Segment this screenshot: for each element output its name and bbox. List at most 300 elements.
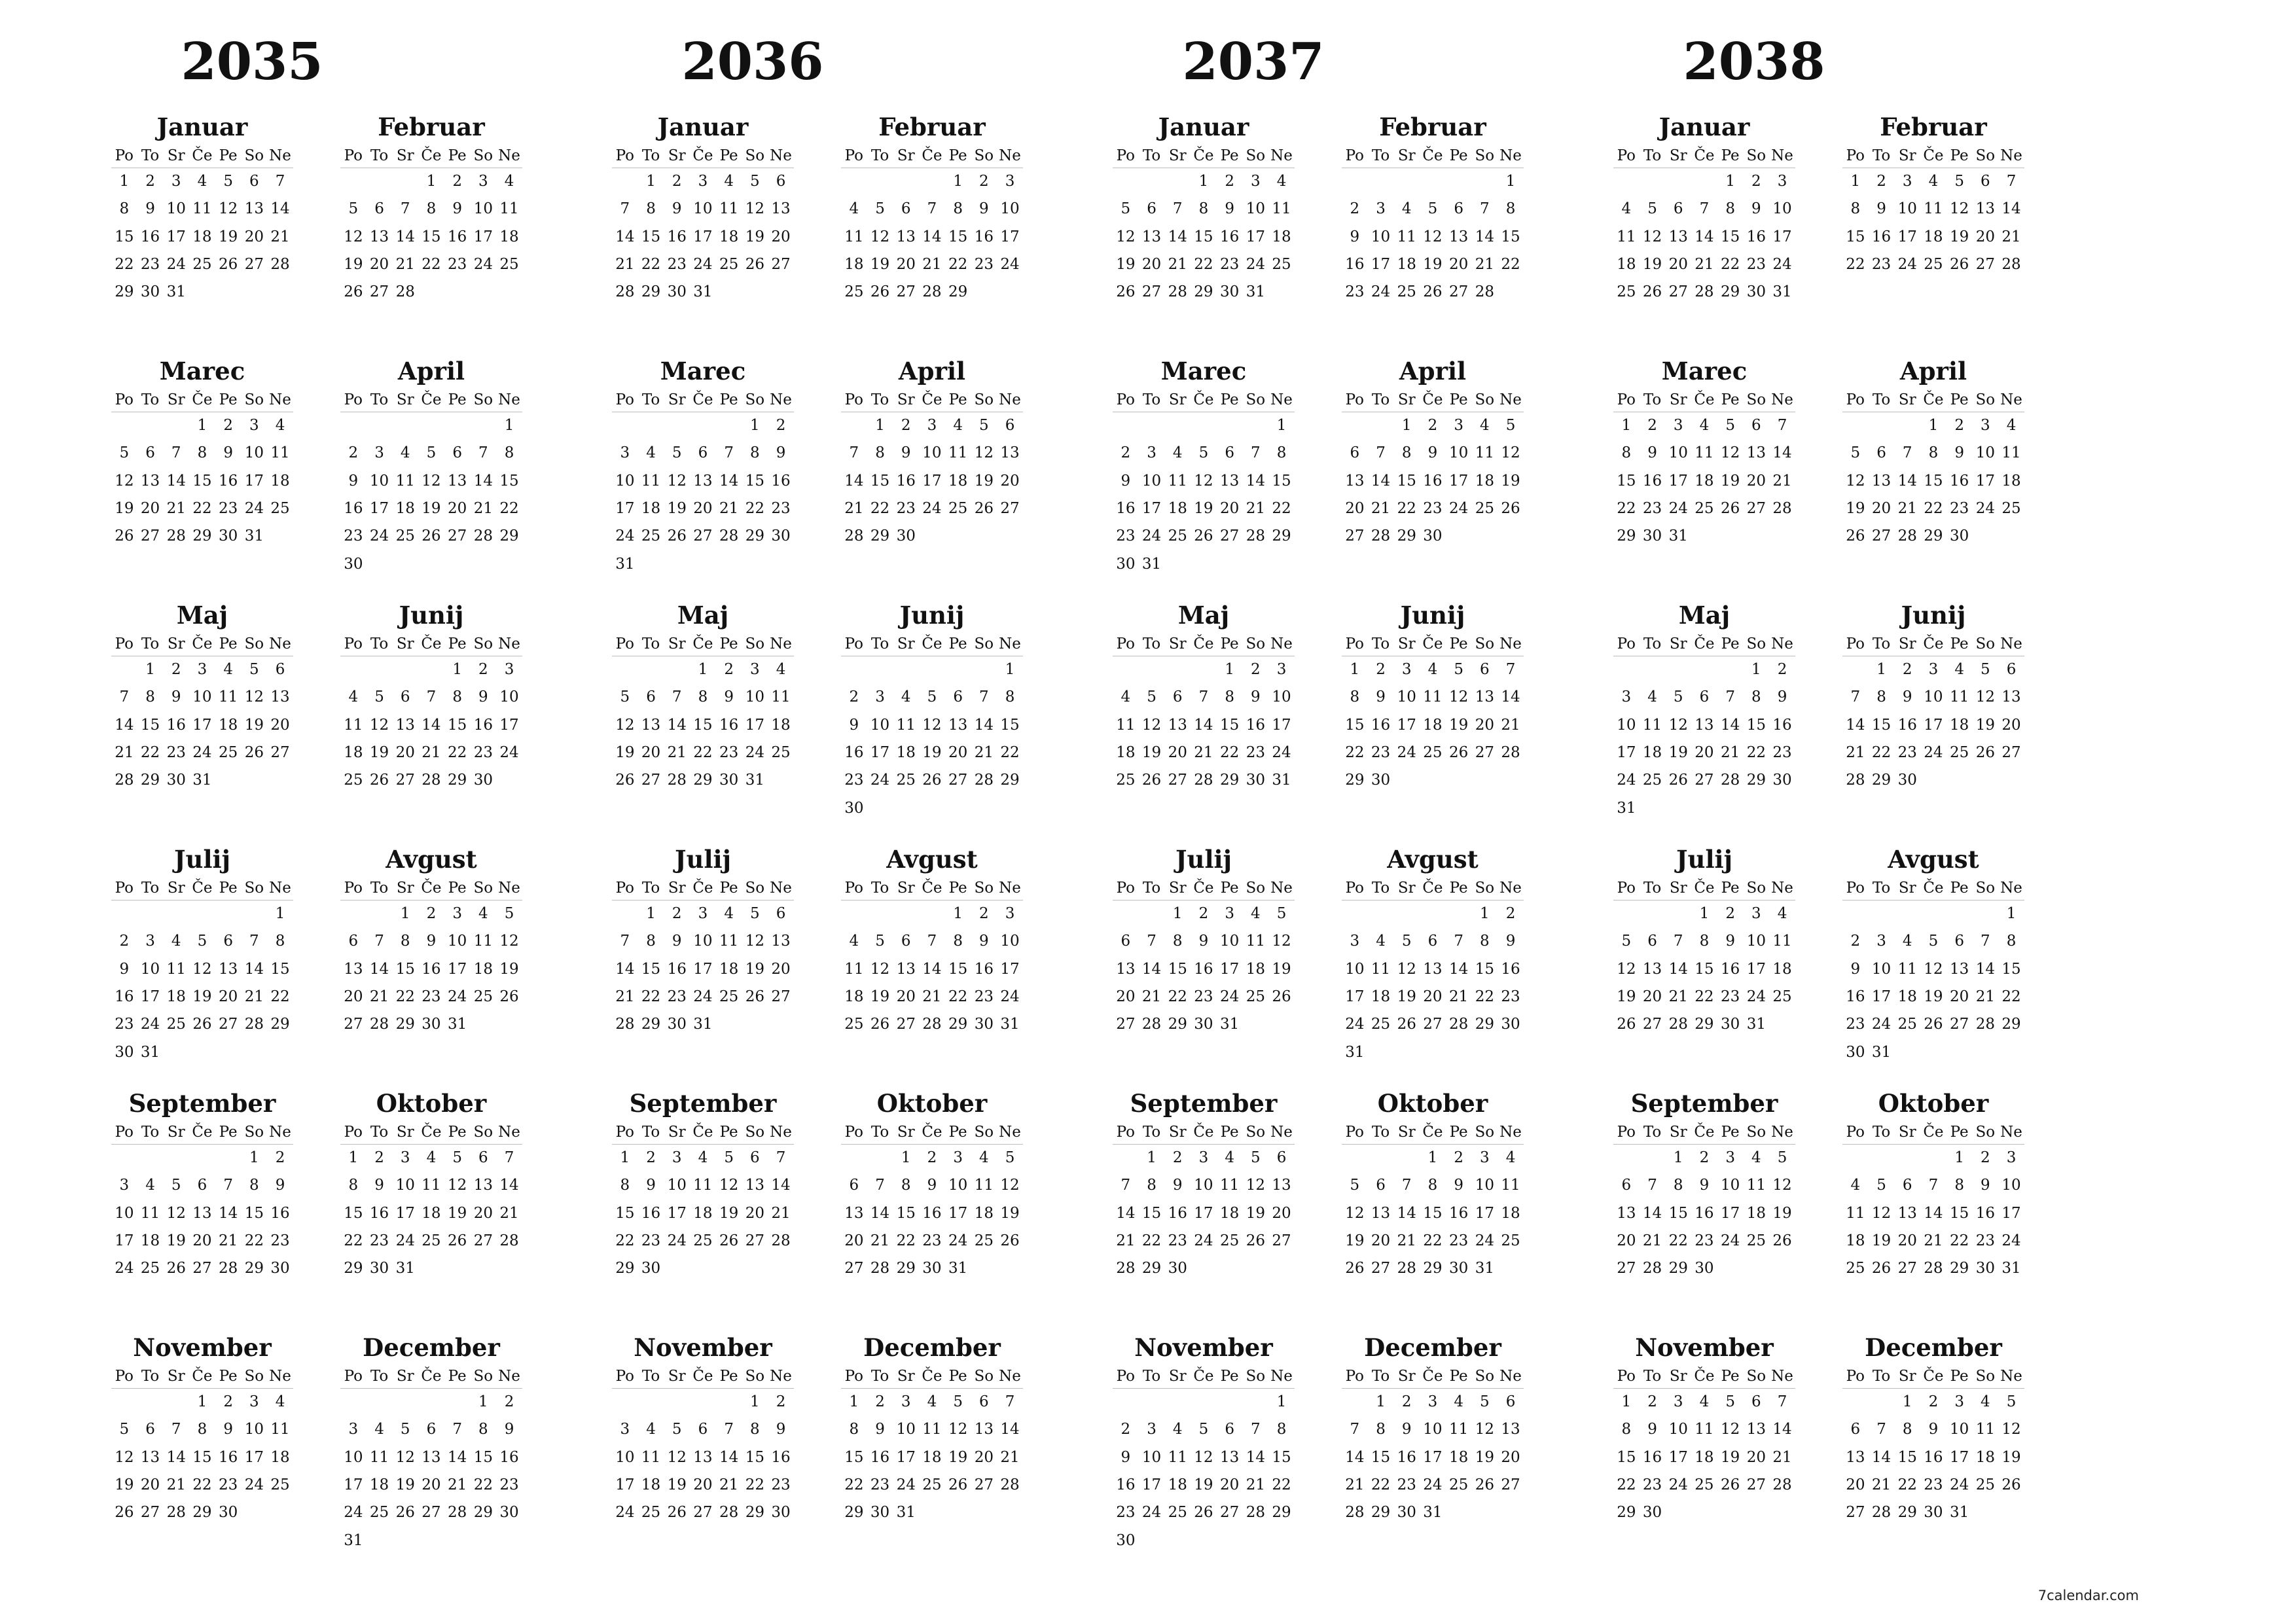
weekday-label: To: [1142, 1368, 1161, 1385]
day-cell: 4: [724, 905, 734, 922]
day-cell: 31: [1345, 1043, 1365, 1061]
day-cell: 15: [1695, 960, 1714, 978]
weekday-label: To: [370, 880, 389, 897]
weekday-label: Če: [1694, 391, 1715, 408]
day-cell: 23: [771, 1476, 791, 1493]
day-cell: 12: [344, 228, 363, 245]
day-cell: 27: [1475, 743, 1494, 761]
day-cell: 8: [119, 200, 130, 218]
day-cell: 1: [1276, 417, 1287, 434]
day-cell: 25: [1168, 527, 1187, 545]
day-cell: 26: [2001, 1476, 2021, 1493]
day-cell: 17: [2001, 1204, 2021, 1222]
day-cell: 4: [1480, 417, 1490, 434]
day-cell: 13: [1000, 444, 1020, 462]
weekday-label: To: [1872, 147, 1891, 164]
day-cell: 16: [844, 743, 864, 761]
weekday-label: Če: [1923, 391, 1944, 408]
day-cell: 28: [1695, 283, 1714, 301]
day-cell: 29: [1746, 772, 1766, 789]
month-name: Avgust: [386, 845, 477, 874]
day-cell: 7: [1777, 417, 1787, 434]
day-cell: 10: [1141, 1448, 1162, 1466]
day-cell: 1: [1954, 1149, 1964, 1166]
weekday-label: So: [974, 635, 994, 652]
day-cell: 14: [166, 472, 186, 490]
weekday-label: To: [1643, 147, 1662, 164]
day-cell: 16: [219, 472, 238, 490]
day-cell: 14: [615, 228, 635, 245]
weekday-label: To: [370, 1124, 389, 1141]
weekday-label: Po: [344, 147, 363, 164]
day-cell: 7: [1401, 1177, 1412, 1194]
day-cell: 14: [1116, 1204, 1136, 1222]
day-cell: 4: [1401, 200, 1412, 218]
weekday-label: To: [141, 1124, 160, 1141]
month-januar: [111, 111, 293, 340]
day-cell: 2: [1121, 444, 1131, 462]
weekday-label: Po: [344, 880, 363, 897]
weekday-header: [612, 1364, 794, 1389]
day-cell: 9: [374, 1177, 384, 1194]
day-cell: 29: [896, 1260, 916, 1277]
day-cell: 10: [448, 933, 467, 950]
month-junij: [841, 599, 1023, 829]
weekday-label: Sr: [668, 391, 686, 408]
day-cell: 11: [1897, 960, 1917, 978]
day-cell: 3: [1777, 173, 1787, 190]
day-cell: 28: [1246, 527, 1265, 545]
weekday-label: Pe: [948, 880, 967, 897]
day-cell: 21: [1194, 743, 1213, 761]
day-cell: 4: [1276, 173, 1287, 190]
day-cell: 15: [2001, 960, 2021, 978]
day-cell: 17: [1924, 716, 1943, 734]
weekday-label: Pe: [1449, 391, 1468, 408]
weekday-label: Sr: [1397, 391, 1416, 408]
day-cell: 20: [1220, 1476, 1240, 1493]
day-cell: 19: [499, 960, 519, 978]
weekday-label: Če: [1193, 1124, 1214, 1141]
day-cell: 24: [1141, 1504, 1162, 1522]
day-cell: 19: [1617, 988, 1636, 1005]
month-november: [1113, 1332, 1295, 1561]
day-cell: 12: [1194, 1448, 1213, 1466]
day-cell: 20: [1501, 1448, 1520, 1466]
day-cell: 31: [395, 1260, 415, 1277]
day-cell: 9: [1725, 933, 1735, 950]
day-cell: 4: [1777, 905, 1787, 922]
month-avgust: [841, 844, 1023, 1073]
day-cell: 14: [1975, 960, 1995, 978]
day-cell: 3: [750, 661, 760, 678]
day-cell: 22: [270, 988, 290, 1005]
day-cell: 16: [1772, 716, 1792, 734]
day-cell: 25: [1220, 1232, 1240, 1249]
month-november: [1613, 1332, 1795, 1561]
day-cell: 26: [166, 1260, 186, 1277]
day-cell: 8: [1621, 1421, 1632, 1438]
day-cell: 21: [1695, 255, 1714, 273]
day-cell: 30: [844, 799, 864, 817]
day-cell: 10: [1668, 444, 1688, 462]
day-cell: 17: [1772, 228, 1792, 245]
day-cell: 10: [693, 933, 713, 950]
day-cell: 20: [244, 228, 264, 245]
day-cell: 28: [1501, 743, 1520, 761]
day-cell: 6: [348, 933, 359, 950]
weekday-label: Po: [844, 880, 864, 897]
day-cell: 9: [1954, 444, 1964, 462]
day-cell: 25: [1897, 1016, 1917, 1033]
weekday-label: To: [1371, 391, 1390, 408]
day-cell: 18: [395, 499, 415, 517]
day-cell: 7: [724, 1421, 734, 1438]
day-cell: 3: [197, 661, 207, 678]
day-cell: 6: [1673, 200, 1683, 218]
day-cell: 13: [1423, 960, 1443, 978]
day-cell: 25: [641, 1504, 661, 1522]
month-marec: [612, 355, 794, 584]
day-cell: 17: [1721, 1204, 1740, 1222]
day-cell: 21: [922, 988, 942, 1005]
day-cell: 23: [1449, 1232, 1469, 1249]
month-name: Januar: [156, 113, 248, 141]
day-cell: 20: [1475, 716, 1494, 734]
site-credit[interactable]: 7calendar.com: [2037, 1588, 2139, 1603]
day-cell: 23: [1397, 1476, 1416, 1493]
day-cell: 19: [615, 743, 635, 761]
day-cell: 4: [1928, 173, 1939, 190]
day-cell: 13: [140, 1448, 160, 1466]
day-cell: 1: [400, 905, 410, 922]
day-cell: 21: [1449, 988, 1469, 1005]
day-cell: 13: [693, 472, 713, 490]
day-cell: 30: [771, 1504, 791, 1522]
day-cell: 2: [1251, 661, 1261, 678]
day-cell: 24: [1000, 255, 1020, 273]
day-cell: 24: [192, 743, 212, 761]
day-cell: 13: [1897, 1204, 1917, 1222]
day-cell: 2: [901, 417, 911, 434]
day-cell: 26: [1950, 255, 1969, 273]
weekday-label: Sr: [167, 391, 185, 408]
weekday-label: Po: [1116, 147, 1136, 164]
weekday-label: Pe: [448, 1368, 467, 1385]
day-cell: 20: [1746, 472, 1766, 490]
day-cell: 28: [166, 527, 186, 545]
day-cell: 7: [426, 688, 437, 706]
day-cell: 13: [974, 1421, 994, 1438]
day-cell: 28: [422, 772, 441, 789]
day-cell: 6: [1350, 444, 1360, 462]
day-cell: 4: [1172, 1421, 1183, 1438]
day-cell: 22: [1617, 1476, 1636, 1493]
day-cell: 17: [244, 1448, 264, 1466]
month-december: [1342, 1332, 1524, 1561]
day-cell: 18: [719, 228, 739, 245]
year-block-2035: [23, 26, 520, 1551]
day-cell: 28: [1246, 1504, 1265, 1522]
day-cell: 2: [1172, 1149, 1183, 1166]
day-cell: 14: [1772, 444, 1792, 462]
day-cell: 16: [270, 1204, 290, 1222]
day-cell: 20: [1642, 988, 1662, 1005]
day-cell: 13: [844, 1204, 864, 1222]
day-cell: 30: [896, 527, 916, 545]
day-cell: 9: [348, 472, 359, 490]
day-cell: 25: [719, 255, 739, 273]
day-cell: 8: [750, 444, 760, 462]
month-name: April: [397, 357, 465, 385]
day-cell: 27: [1272, 1232, 1291, 1249]
weekday-label: To: [141, 391, 160, 408]
day-cell: 12: [2001, 1421, 2021, 1438]
day-cell: 17: [1194, 1204, 1213, 1222]
weekday-label: Pe: [719, 1124, 738, 1141]
weekday-label: Če: [1422, 1124, 1443, 1141]
weekday-label: Pe: [219, 391, 238, 408]
day-cell: 27: [745, 1232, 764, 1249]
day-cell: 28: [1000, 1476, 1020, 1493]
weekday-label: To: [641, 635, 660, 652]
day-cell: 11: [922, 1421, 942, 1438]
day-cell: 8: [1350, 688, 1360, 706]
day-cell: 3: [1454, 417, 1463, 434]
day-cell: 17: [1449, 472, 1469, 490]
day-cell: 17: [896, 1448, 916, 1466]
day-cell: 3: [620, 444, 630, 462]
day-cell: 6: [400, 688, 410, 706]
weekday-label: Če: [922, 1368, 942, 1385]
day-cell: 12: [499, 933, 519, 950]
weekday-label: Sr: [1669, 880, 1687, 897]
day-cell: 13: [1950, 960, 1969, 978]
day-cell: 3: [348, 1421, 359, 1438]
day-cell: 7: [724, 444, 734, 462]
day-cell: 6: [1902, 1177, 1912, 1194]
day-cell: 1: [849, 1393, 859, 1410]
day-cell: 12: [1246, 1177, 1265, 1194]
weekday-label: Če: [1193, 391, 1214, 408]
day-cell: 30: [1423, 527, 1443, 545]
day-cell: 31: [693, 1016, 713, 1033]
day-cell: 30: [974, 1016, 994, 1033]
day-cell: 13: [1371, 1204, 1391, 1222]
day-cell: 10: [1746, 933, 1766, 950]
day-cell: 23: [219, 1476, 238, 1493]
weekday-label: Če: [1923, 880, 1944, 897]
weekday-label: Pe: [948, 1368, 967, 1385]
day-cell: 20: [1975, 228, 1995, 245]
day-cell: 24: [1721, 1232, 1740, 1249]
day-cell: 23: [974, 988, 994, 1005]
day-cell: 21: [1246, 499, 1265, 517]
day-cell: 7: [1902, 444, 1912, 462]
month-name: September: [1630, 1089, 1778, 1118]
day-cell: 26: [192, 1016, 212, 1033]
day-cell: 21: [1246, 1476, 1265, 1493]
day-cell: 11: [166, 960, 186, 978]
weekday-label: Pe: [719, 1368, 738, 1385]
month-name: Oktober: [1878, 1089, 1989, 1118]
day-cell: 20: [896, 255, 916, 273]
day-cell: 15: [1617, 472, 1636, 490]
day-cell: 11: [1846, 1204, 1865, 1222]
day-cell: 24: [1141, 527, 1162, 545]
day-cell: 13: [745, 1177, 764, 1194]
day-cell: 14: [395, 228, 415, 245]
day-cell: 11: [369, 1448, 389, 1466]
day-cell: 11: [1449, 1421, 1469, 1438]
day-cell: 26: [1721, 499, 1740, 517]
day-cell: 23: [166, 743, 186, 761]
day-cell: 24: [115, 1260, 134, 1277]
day-cell: 5: [1621, 933, 1632, 950]
month-maj: [1113, 599, 1295, 829]
day-cell: 29: [1371, 1504, 1391, 1522]
day-cell: 31: [1475, 1260, 1494, 1277]
weekday-label: So: [473, 880, 493, 897]
weekday-header: [1113, 632, 1295, 656]
day-cell: 17: [192, 716, 212, 734]
weekday-header: [1113, 144, 1295, 168]
weekday-label: So: [1746, 1368, 1767, 1385]
day-cell: 4: [426, 1149, 437, 1166]
day-cell: 20: [422, 1476, 441, 1493]
day-cell: 6: [776, 173, 786, 190]
weekday-label: Po: [1345, 1368, 1365, 1385]
day-cell: 19: [1246, 1204, 1265, 1222]
day-cell: 11: [844, 960, 864, 978]
weekday-label: Če: [922, 635, 942, 652]
day-cell: 14: [1000, 1421, 1020, 1438]
day-cell: 11: [896, 716, 916, 734]
day-cell: 20: [140, 499, 160, 517]
day-cell: 12: [448, 1177, 467, 1194]
day-cell: 16: [974, 228, 994, 245]
weekday-label: Sr: [167, 880, 185, 897]
day-cell: 25: [641, 527, 661, 545]
weekday-label: Če: [692, 635, 713, 652]
weekday-label: Po: [615, 880, 635, 897]
day-cell: 2: [145, 173, 155, 190]
day-cell: 2: [1647, 1393, 1657, 1410]
day-cell: 27: [1695, 772, 1714, 789]
day-cell: 22: [641, 988, 661, 1005]
day-cell: 23: [270, 1232, 290, 1249]
day-cell: 19: [1721, 472, 1740, 490]
day-cell: 14: [719, 1448, 739, 1466]
day-cell: 13: [1116, 960, 1136, 978]
day-cell: 31: [948, 1260, 968, 1277]
weekday-label: Pe: [219, 1368, 238, 1385]
day-cell: 7: [1251, 1421, 1261, 1438]
day-cell: 6: [698, 444, 708, 462]
weekday-label: Ne: [1771, 1368, 1793, 1385]
day-cell: 21: [1772, 472, 1792, 490]
day-cell: 29: [1168, 1016, 1187, 1033]
weekday-label: Če: [1422, 635, 1443, 652]
day-cell: 1: [478, 1393, 488, 1410]
day-cell: 15: [1950, 1204, 1969, 1222]
month-februar: [1342, 111, 1524, 340]
weekday-header: [1342, 632, 1524, 656]
day-cell: 30: [1194, 1016, 1213, 1033]
day-cell: 15: [896, 1204, 916, 1222]
day-cell: 31: [1772, 283, 1792, 301]
day-cell: 29: [1617, 1504, 1636, 1522]
month-name: Julij: [1676, 845, 1732, 874]
day-cell: 16: [771, 1448, 791, 1466]
day-cell: 15: [745, 472, 764, 490]
day-cell: 13: [1746, 1421, 1766, 1438]
weekday-label: Po: [1617, 880, 1636, 897]
day-cell: 23: [1246, 743, 1265, 761]
day-cell: 26: [1272, 988, 1291, 1005]
weekday-header: [111, 1120, 293, 1145]
day-cell: 13: [1220, 472, 1240, 490]
day-cell: 21: [1846, 743, 1865, 761]
weekday-label: Pe: [1950, 1368, 1969, 1385]
weekday-label: Po: [344, 391, 363, 408]
day-cell: 4: [1121, 688, 1131, 706]
weekday-label: Sr: [668, 635, 686, 652]
day-cell: 10: [667, 1177, 687, 1194]
day-cell: 18: [1168, 1476, 1187, 1493]
weekday-label: So: [745, 880, 765, 897]
day-cell: 22: [948, 255, 968, 273]
day-cell: 8: [426, 200, 437, 218]
day-cell: 30: [140, 283, 160, 301]
day-cell: 17: [1141, 1476, 1162, 1493]
day-cell: 23: [1168, 1232, 1187, 1249]
day-cell: 30: [1975, 1260, 1995, 1277]
day-cell: 14: [1846, 716, 1865, 734]
day-cell: 14: [1246, 472, 1265, 490]
month-maj: [111, 599, 293, 829]
day-cell: 26: [1116, 283, 1136, 301]
day-cell: 11: [1168, 472, 1187, 490]
day-cell: 22: [1000, 743, 1020, 761]
day-cell: 20: [1272, 1204, 1291, 1222]
day-cell: 9: [1647, 1421, 1657, 1438]
day-cell: 8: [1725, 200, 1735, 218]
day-cell: 5: [1121, 200, 1131, 218]
day-cell: 2: [223, 417, 233, 434]
month-name: Oktober: [876, 1089, 988, 1118]
weekday-label: Sr: [396, 635, 414, 652]
day-cell: 13: [948, 716, 968, 734]
day-cell: 9: [672, 933, 682, 950]
day-cell: 18: [896, 743, 916, 761]
weekday-label: Po: [344, 1124, 363, 1141]
day-cell: 3: [249, 1393, 259, 1410]
day-cell: 15: [270, 960, 290, 978]
day-cell: 14: [1642, 1204, 1662, 1222]
day-cell: 1: [1928, 417, 1939, 434]
weekday-label: So: [1975, 880, 1996, 897]
day-cell: 3: [478, 173, 488, 190]
day-cell: 10: [896, 1421, 916, 1438]
day-cell: 3: [953, 1149, 963, 1166]
day-cell: 30: [219, 1504, 238, 1522]
day-cell: 4: [223, 661, 233, 678]
day-cell: 26: [745, 988, 764, 1005]
day-cell: 23: [1116, 527, 1136, 545]
day-cell: 10: [948, 1177, 968, 1194]
day-cell: 25: [1695, 499, 1714, 517]
